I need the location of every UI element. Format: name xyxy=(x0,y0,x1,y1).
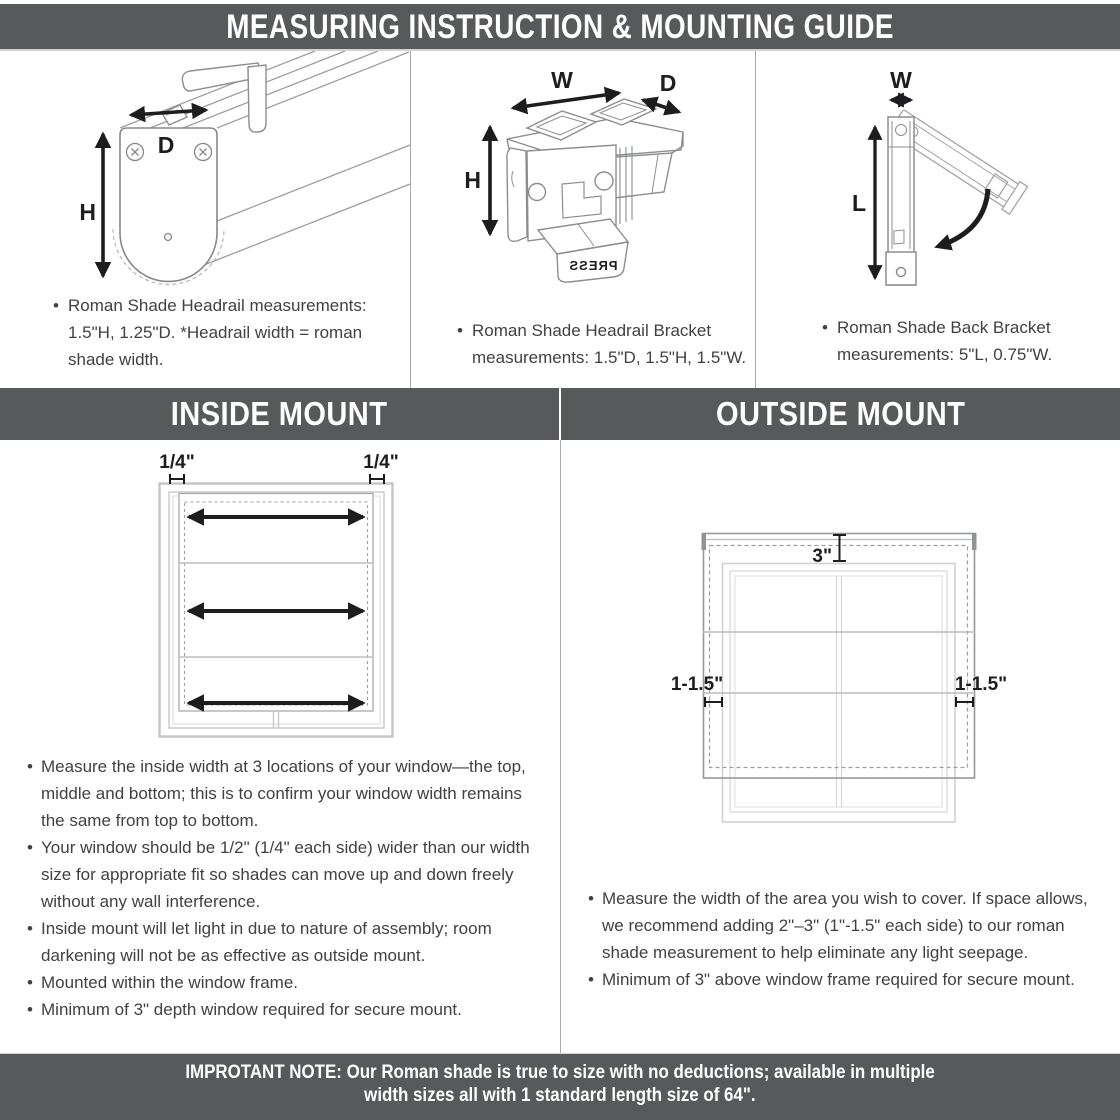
height-label: H xyxy=(79,199,96,225)
footer-note-line2: width sizes all with 1 standard length size of 64". xyxy=(364,1085,756,1106)
right-gap-label: 1-1.5" xyxy=(954,674,1008,695)
list-item: • Your window should be 1/2" (1/4" each side) wider than our width size for appropriate fit so shades can move up and down freely without any wall interference. xyxy=(27,834,539,915)
right-gap-label: 1/4" xyxy=(363,452,399,473)
outside-mount-diagram xyxy=(560,441,1120,853)
length-label: L xyxy=(851,190,866,216)
shade-outline xyxy=(179,494,373,712)
shade-dashed-inset xyxy=(710,546,968,768)
headrail-bracket-caption: • Roman Shade Headrail Bracket measurements: 1.5"D, 1.5"H, 1.5"W. xyxy=(457,317,765,371)
list-item: • Measure the width of the area you wish to cover. If space allows, we recommend adding 2"–3" (1"-1.5" each side) to our roman shade measurement to help eliminate any light seepage. xyxy=(588,885,1100,966)
depth-arrow xyxy=(131,110,206,115)
headrail-end-right xyxy=(972,533,977,550)
list-item: • Inside mount will let light in due to nature of assembly; room darkening will not be as effective as outside mount. xyxy=(27,915,539,969)
inside-mount-title: INSIDE MOUNT xyxy=(171,395,388,432)
inside-mount-diagram xyxy=(0,441,560,755)
list-item: • Mounted within the window frame. xyxy=(27,969,539,996)
top-gap-label: 3" xyxy=(812,546,832,567)
bracket-vertical xyxy=(886,117,916,285)
press-label: PRESS xyxy=(568,258,618,273)
width-label: W xyxy=(551,67,573,93)
shade-outline xyxy=(704,534,975,779)
left-gap-label: 1-1.5" xyxy=(670,674,724,695)
headrail-end-left xyxy=(702,533,707,550)
shade-fold-lines xyxy=(703,632,975,693)
headrail-caption: • Roman Shade Headrail measurements: 1.5"H, 1.25"D. *Headrail width = roman shade width. xyxy=(53,292,376,373)
outside-mount-bullets xyxy=(588,885,1100,993)
width-label: W xyxy=(890,67,912,93)
window-mullion xyxy=(837,576,842,807)
inside-mount-bullets xyxy=(27,753,539,1023)
outside-mount-header xyxy=(561,388,1120,440)
list-item: • Measure the inside width at 3 locations of your window—the top, middle and bottom; this is to confirm your window width remains the same from top to bottom. xyxy=(27,753,539,834)
swing-direction-arrow xyxy=(939,189,988,246)
depth-label: D xyxy=(157,132,175,158)
main-header-bar xyxy=(0,4,1120,51)
list-item: • Minimum of 3" above window frame required for secure mount. xyxy=(588,966,1100,993)
bracket-illustration xyxy=(507,99,683,282)
height-label: H xyxy=(464,167,481,193)
depth-label: D xyxy=(659,70,677,96)
footer-note-line1: IMPROTANT NOTE: Our Roman shade is true to size with no deductions; available in multiple xyxy=(185,1062,935,1083)
rail-bracket-illustration xyxy=(162,63,266,132)
outside-mount-title: OUTSIDE MOUNT xyxy=(715,395,966,432)
width-arrow xyxy=(513,93,619,108)
list-item: • Minimum of 3" depth window required for secure mount. xyxy=(27,996,539,1023)
page-title: MEASURING INSTRUCTION & MOUNTING GUIDE xyxy=(226,8,894,46)
inside-mount-header xyxy=(0,388,559,440)
footer-note-bar xyxy=(0,1053,1120,1120)
left-gap-label: 1/4" xyxy=(159,452,195,473)
side-gap-ticks xyxy=(705,697,973,707)
back-bracket-caption: • Roman Shade Back Bracket measurements: 5"L, 0.75"W. xyxy=(822,314,1079,368)
